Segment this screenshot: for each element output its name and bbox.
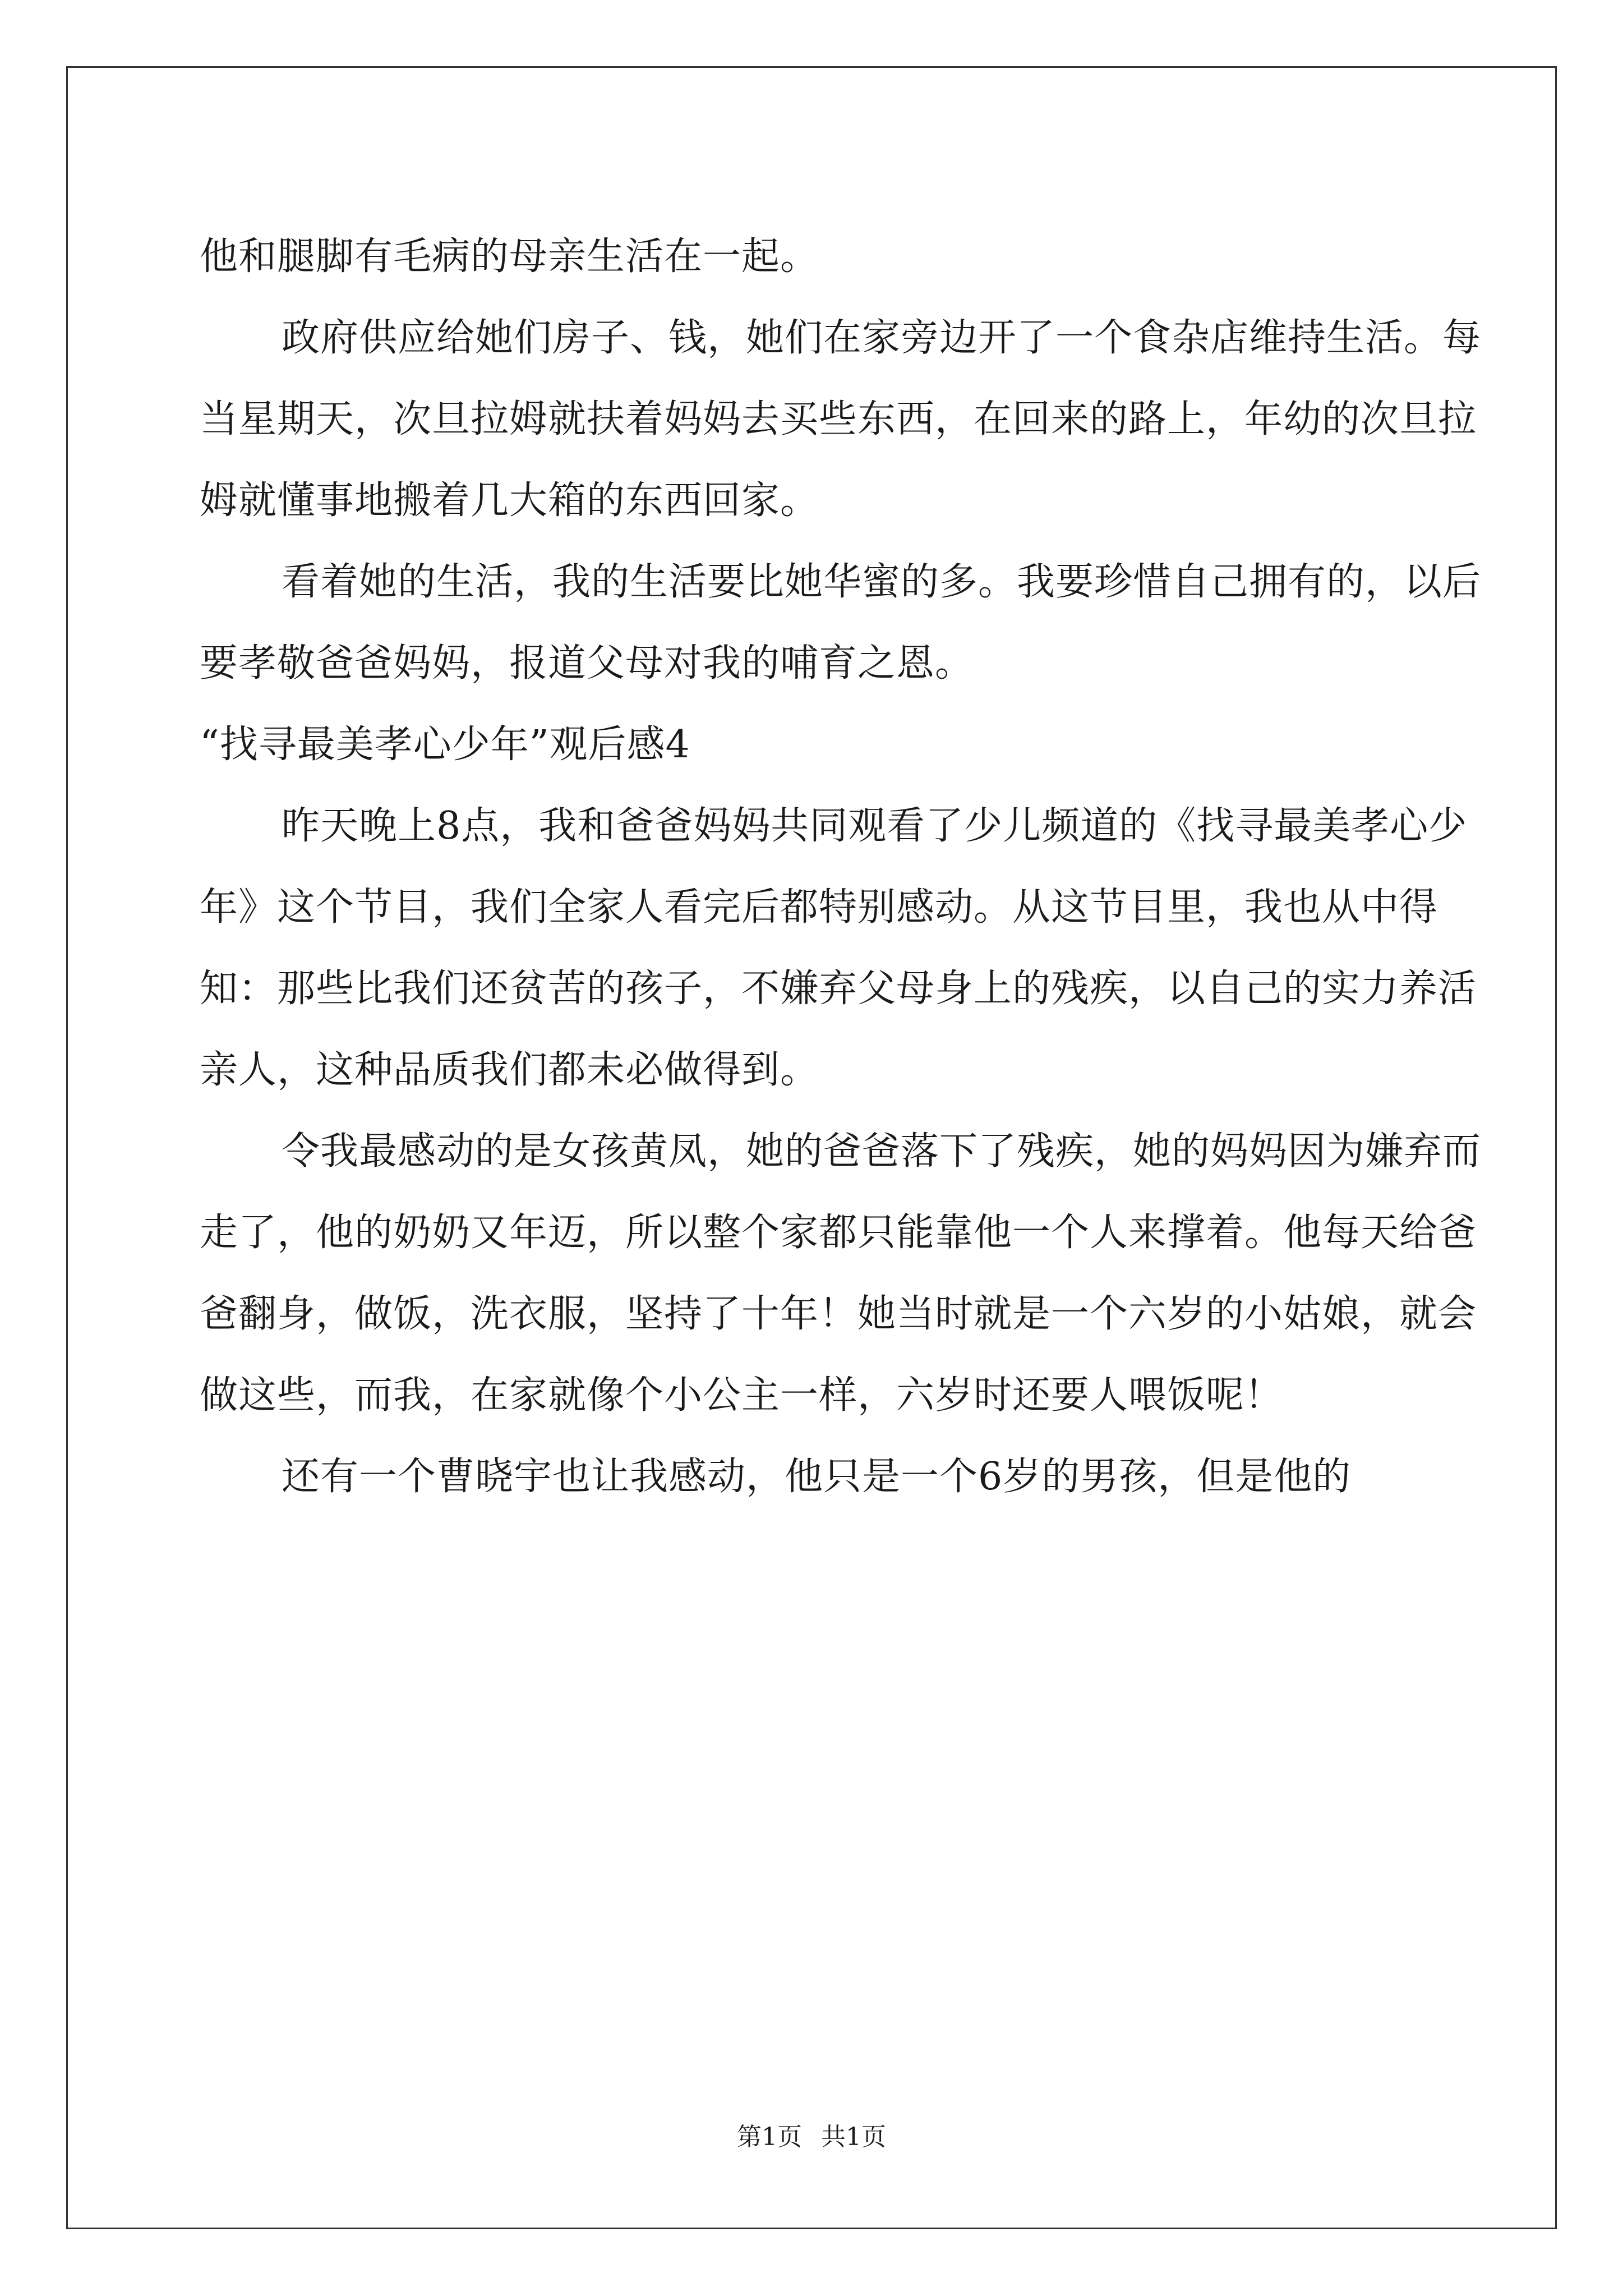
document-body <box>200 216 1484 1517</box>
paragraph: 令我最感动的是女孩黄凤，她的爸爸落下了残疾，她的妈妈因为嫌弃而走了，他的奶奶又年迈，所以整个家都只能靠他一个人来撑着。他每天给爸爸翻身，做饭，洗衣服，坚持了十年！她当时就是一个六岁的小姑娘，就会做这些，而我，在家就像个小公主一样，六岁时还要人喂饭呢！ <box>200 1129 1482 1418</box>
paragraph: 看着她的生活，我的生活要比她华蜜的多。我要珍惜自己拥有的，以后要孝敬爸爸妈妈，报道父母对我的哺育之恩。 <box>200 560 1482 685</box>
paragraph: 他和腿脚有毛病的母亲生活在一起。 <box>200 234 819 279</box>
section-heading: “找寻最美孝心少年”观后感4 <box>200 723 690 767</box>
paragraph: 昨天晚上8点，我和爸爸妈妈共同观看了少儿频道的《找寻最美孝心少年》这个节目，我们全家人看完后都特别感动。从这节目里，我也从中得知：那些比我们还贫苦的孩子，不嫌弃父母身上的残疾，以自己的实力养活亲人，这种品质我们都未必做得到。 <box>200 804 1477 1092</box>
paragraph: 政府供应给她们房子、钱，她们在家旁边开了一个食杂店维持生活。每当星期天，次旦拉姆就扶着妈妈去买些东西，在回来的路上，年幼的次旦拉姆就懂事地搬着几大箱的东西回家。 <box>200 316 1482 523</box>
page-footer <box>0 2120 1623 2154</box>
page-total: 共1页 <box>821 2123 886 2151</box>
page-number: 第1页 <box>737 2123 802 2151</box>
paragraph: 还有一个曹晓宇也让我感动，他只是一个6岁的男孩，但是他的 <box>282 1455 1352 1499</box>
